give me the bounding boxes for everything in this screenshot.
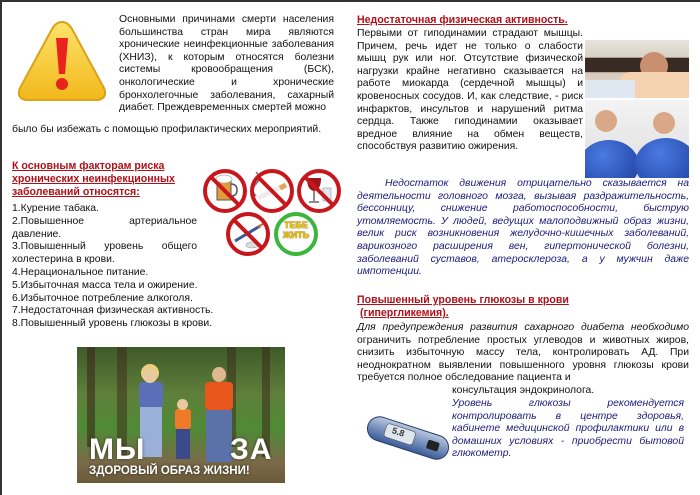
risk-item: 1.Курение табака. — [12, 203, 99, 214]
warning-triangle-icon — [16, 16, 108, 106]
photo-caption-bottom: ЗДОРОВЫЙ ОБРАЗ ЖИЗНИ! — [89, 465, 250, 477]
intro-text: Основными причинами смерти населения большинства стран мира являются хронические неинфекционные заболевания (ХНИЗ), к которым относятся болезни системы кровообращения (БСК), онкологические и хронические бронхолегочные заболевания, сахарный диабет. Преждевременных смертей можно — [119, 14, 334, 114]
slogan-text: ТЕБЕ ЖИТЬ — [282, 220, 310, 240]
risk-factors-heading: К основным факторам риска хронических неинфекционных заболеваний относятся: — [12, 160, 175, 198]
activity-italic-span: Недостаток движения отрицательно сказывается на деятельности головного мозга, вызывая раздражительность, бессонницу, снижение работоспособности, быструю утомляемость. У людей, ведущих малоподвижный образ жизни, велик риск возникновения желудочно-кишечных заболеваний, варикозного расширения вен, гипертонической болезни, заболеваний суставов, атеросклероза, а у мужчин даже импотенции. — [357, 178, 689, 278]
glucose-body: ограничить потребление простых углеводов и животных жиров, снизить избыточную массу тела, контролировать АД. При неоднократном выявлении повышенного уровня глюкозы крови требуется полное обследование пациента и — [357, 334, 689, 384]
risk-item: 8.Повышенный уровень глюкозы в крови. — [12, 318, 213, 330]
photo-caption-right: ЗА — [230, 433, 273, 466]
glucose-text — [357, 322, 689, 385]
risk-item: 7.Недостаточная физическая активность. — [12, 305, 214, 317]
glucose-heading — [357, 294, 657, 320]
family-photo — [77, 347, 285, 483]
risk-factors-list — [12, 203, 252, 331]
glucose-text-end: консультация эндокринолога. — [452, 385, 595, 396]
activity-italic-text — [357, 178, 689, 279]
activity-text: Первыми от гиподинамии страдают мышцы. Причем, речь идет не только о слабости мышц рук или ног. Отсутствие физической нагрузки крайне негативно сказывается на работе миокарда (сердечной мышцы) и кровеносных сосудов. И, как следствие, - риск инфарктов, инсультов и нарушений ритма сердца. Также гиподинамии оказывает вредное влияние на обмен веществ, способствуя развитию ожирения. — [357, 28, 583, 153]
glucose-heading-line1: Повышенный уровень глюкозы в крови — [357, 294, 569, 306]
activity-heading: Недостаточная физическая активность. — [357, 14, 568, 26]
glucose-italic-text: Уровень глюкозы рекомендуется контролировать в центре здоровья, кабинете медицинской профилактики или в домашних условиях - приобрести бытовой глюкометр. — [452, 398, 684, 460]
risk-item: 5.Избыточная масса тела и ожирение. — [12, 279, 198, 291]
no-wine-icon — [299, 171, 339, 211]
glucometer-image — [362, 410, 454, 466]
glucose-heading-line2: (гипергликемия). — [360, 307, 449, 319]
risk-item: 6.Избыточное потребление алкоголя. — [12, 292, 193, 304]
glucose-italic-lead: Для предупреждения развития сахарного диабета необходимо — [357, 322, 689, 333]
photo-caption-left: МЫ — [89, 433, 146, 466]
risk-item: 3.Повышенный уровень общего холестерина в крови. — [12, 241, 197, 266]
intro-text-continued: было бы избежать с помощью профилактических мероприятий. — [12, 124, 322, 135]
risk-item: 2.Повышенное артериальное давление. — [12, 215, 197, 240]
glucometer-reading: 5.8 — [390, 425, 406, 439]
tired-man-photo — [585, 40, 689, 98]
exercise-balls-photo — [585, 100, 689, 178]
no-smoking-icon — [252, 171, 292, 211]
risk-item: 4.Нерациональное питание. — [12, 266, 149, 278]
